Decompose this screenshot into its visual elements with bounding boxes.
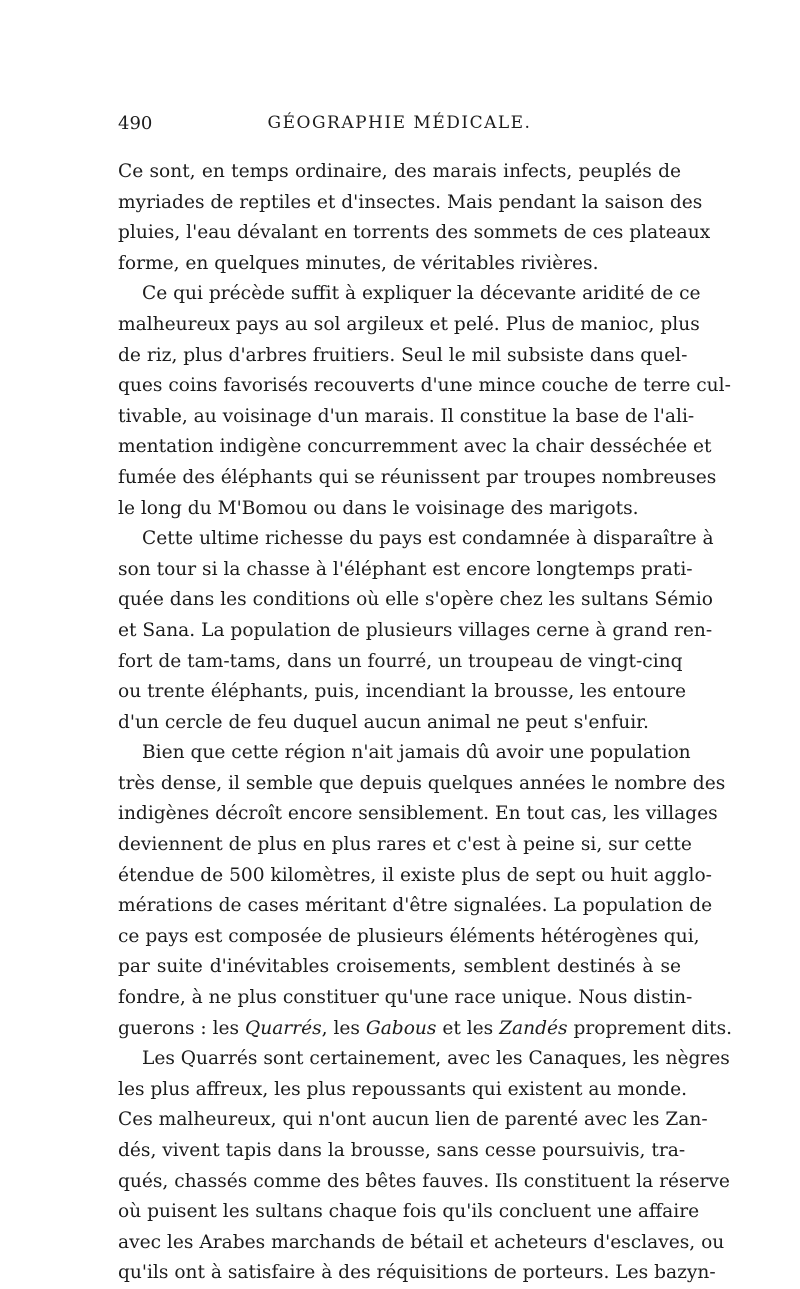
text-line: qués, chassés comme des bêtes fauves. Ils constituent la réserve	[118, 1170, 730, 1192]
text-line: ques coins favorisés recouverts d'une mince couche de terre cul-	[118, 375, 731, 397]
text-line: mentation indigène concurremment avec la chair desséchée et	[118, 436, 712, 458]
text-line: étendue de 500 kilomètres, il existe plus de sept ou huit agglo-	[118, 864, 712, 886]
running-title: GÉOGRAPHIE MÉDICALE.	[267, 113, 532, 133]
page-number: 490	[118, 113, 153, 134]
text-line: fort de tam-tams, dans un fourré, un troupeau de vingt-cinq	[118, 650, 683, 672]
text-line: qu'ils ont à satisfaire à des réquisitions de porteurs. Les bazyn-	[118, 1262, 716, 1284]
text-line: ce pays est composée de plusieurs éléments hétérogènes qui,	[118, 925, 700, 947]
text-line: fondre, à ne plus constituer qu'une race unique. Nous distin-	[118, 987, 693, 1009]
running-head	[118, 113, 681, 143]
body-text	[118, 157, 733, 1289]
text-line: fumée des éléphants qui se réunissent par troupes nombreuses	[118, 466, 717, 488]
paragraph-1	[118, 157, 711, 279]
text-line: d'un cercle de feu duquel aucun animal ne peut s'enfuir.	[118, 711, 649, 733]
text-run: proprement dits.	[567, 1017, 733, 1039]
text-run: guerons : les	[118, 1017, 245, 1039]
text-line: Ce qui précède suffit à expliquer la décevante aridité de ce	[142, 283, 701, 305]
text-line: Ces malheureux, qui n'ont aucun lien de parenté avec les Zan-	[118, 1109, 708, 1131]
text-line: indigènes décroît encore sensiblement. En tout cas, les villages	[118, 803, 718, 825]
text-line: son tour si la chasse à l'éléphant est encore longtemps prati-	[118, 558, 693, 580]
text-line: les plus affreux, les plus repoussants qui existent au monde.	[118, 1078, 687, 1100]
text-line: par suite d'inévitables croisements, semblent destinés à se	[118, 956, 681, 978]
text-line: de riz, plus d'arbres fruitiers. Seul le mil subsiste dans quel-	[118, 344, 688, 366]
text-line: ou trente éléphants, puis, incendiant la brousse, les entoure	[118, 681, 687, 703]
document-page	[118, 113, 733, 1289]
paragraph-3	[118, 524, 714, 738]
text-line: où puisent les sultans chaque fois qu'ils concluent une affaire	[118, 1201, 700, 1223]
italic-term-gabous: Gabous	[365, 1017, 437, 1039]
text-line: malheureux pays au sol argileux et pelé. Plus de manioc, plus	[118, 313, 700, 335]
text-line: le long du M'Bomou ou dans le voisinage des marigots.	[118, 497, 639, 519]
text-line: Bien que cette région n'ait jamais dû avoir une population	[142, 742, 691, 764]
text-line: mérations de cases méritant d'être signalées. La population de	[118, 895, 713, 917]
text-line: myriades de reptiles et d'insectes. Mais pendant la saison des	[118, 191, 703, 213]
text-line: Les Quarrés sont certainement, avec les Canaques, les nègres	[142, 1048, 730, 1070]
paragraph-2	[118, 279, 731, 524]
text-line: Cette ultime richesse du pays est condamnée à disparaître à	[142, 528, 714, 550]
text-line: forme, en quelques minutes, de véritables rivières.	[118, 252, 599, 274]
text-line: quée dans les conditions où elle s'opère chez les sultans Sémio	[118, 589, 713, 611]
text-line: tivable, au voisinage d'un marais. Il constitue la base de l'ali-	[118, 405, 695, 427]
text-line: pluies, l'eau dévalant en torrents des sommets de ces plateaux	[118, 222, 711, 244]
text-line: très dense, il semble que depuis quelques années le nombre des	[118, 772, 726, 794]
text-line: dés, vivent tapis dans la brousse, sans cesse poursuivis, tra-	[118, 1140, 686, 1161]
text-line: et Sana. La population de plusieurs villages cerne à grand ren-	[118, 619, 713, 641]
text-line: Ce sont, en temps ordinaire, des marais infects, peuplés de	[118, 161, 681, 182]
italic-term-zandes: Zandés	[499, 1017, 568, 1039]
text-line: avec les Arabes marchands de bétail et acheteurs d'esclaves, ou	[118, 1231, 725, 1253]
text-line: deviennent de plus en plus rares et c'est à peine si, sur cette	[118, 834, 692, 856]
text-run: et les	[436, 1017, 500, 1039]
text-run: , les	[321, 1017, 366, 1039]
paragraph-4	[118, 738, 733, 1044]
italic-term-quarres: Quarrés	[244, 1017, 322, 1039]
paragraph-5	[118, 1044, 730, 1289]
text-line-with-italics	[118, 1014, 733, 1045]
